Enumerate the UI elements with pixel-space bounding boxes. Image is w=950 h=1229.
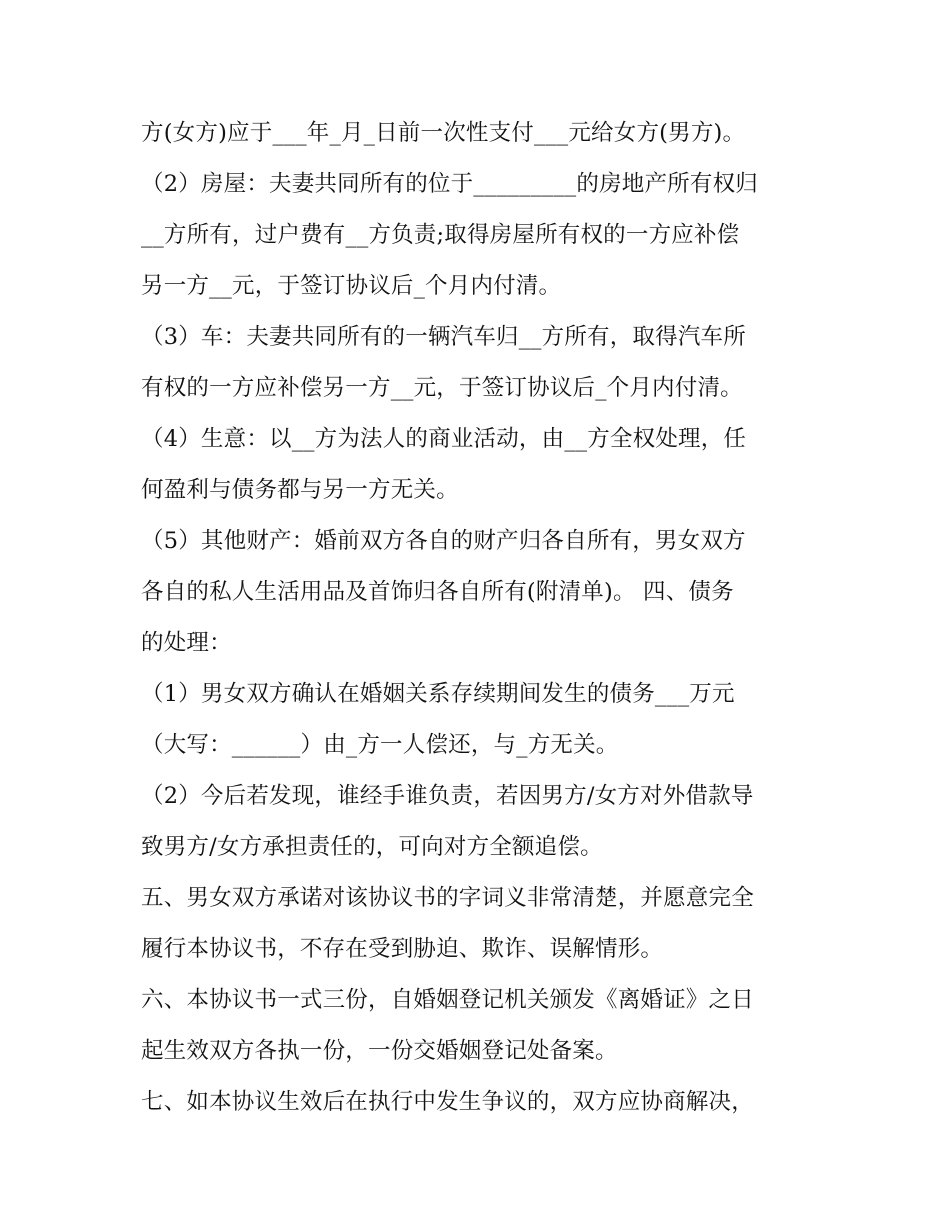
text-line: （1）男女双方确认在婚姻关系存续期间发生的债务___万元 — [141, 681, 735, 707]
text-line: 另一方__元，于签订协议后_个月内付清。 — [141, 273, 562, 299]
text-line: （2）今后若发现，谁经手谁负责，若因男方/女方对外借款导 — [141, 783, 754, 809]
text-line: 五、男女双方承诺对该协议书的字词义非常清楚，并愿意完全 — [141, 885, 754, 911]
text-line: （4）生意：以__方为法人的商业活动，由__方全权处理，任 — [141, 426, 747, 452]
text-line: 履行本协议书，不存在受到胁迫、欺诈、误解情形。 — [141, 936, 664, 962]
text-line: 何盈利与债务都与另一方无关。 — [141, 477, 459, 503]
text-line: 方(女方)应于___年_月_日前一次性支付___元给女方(男方)。 — [141, 120, 746, 146]
text-line: （3）车：夫妻共同所有的一辆汽车归__方所有，取得汽车所 — [141, 324, 746, 350]
text-line: （2）房屋：夫妻共同所有的位于_________的房地产所有权归 — [141, 171, 758, 197]
text-line: 七、如本协议生效后在执行中发生争议的，双方应协商解决， — [141, 1089, 754, 1115]
text-line: 各自的私人生活用品及首饰归各自所有(附清单)。 四、债务 — [141, 579, 734, 605]
text-line: （5）其他财产：婚前双方各自的财产归各自所有，男女双方 — [141, 528, 746, 554]
text-line: （大写：______）由_方一人偿还，与_方无关。 — [141, 732, 619, 758]
text-line: 有权的一方应补偿另一方__元，于签订协议后_个月内付清。 — [141, 375, 743, 401]
text-line: 六、本协议书一式三份，自婚姻登记机关颁发《离婚证》之日 — [141, 987, 754, 1013]
text-line: __方所有，过户费有__方负责;取得房屋所有权的一方应补偿 — [141, 222, 740, 248]
text-line: 的处理： — [141, 630, 232, 656]
agreement-text — [141, 108, 821, 1128]
text-line: 起生效双方各执一份，一份交婚姻登记处备案。 — [141, 1038, 618, 1064]
text-line: 致男方/女方承担责任的，可向对方全额追偿。 — [141, 834, 603, 860]
